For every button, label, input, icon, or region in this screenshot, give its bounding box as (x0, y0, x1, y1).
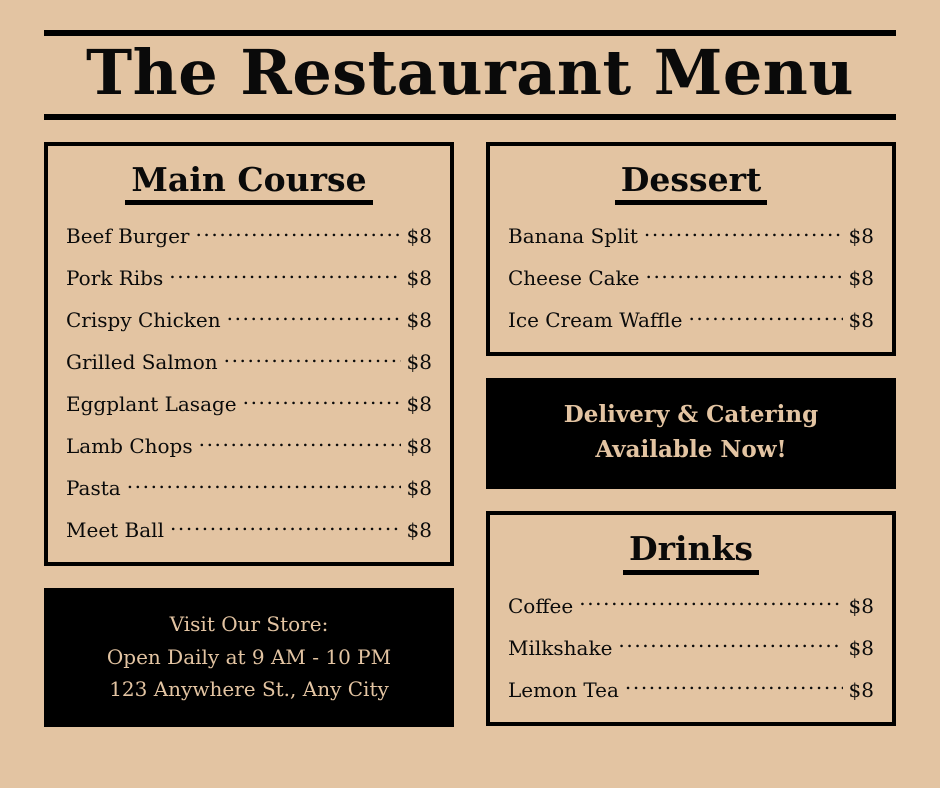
item-name: Milkshake (508, 635, 613, 660)
dessert-title-wrap (508, 162, 874, 205)
leader-dots (579, 593, 842, 613)
leader-dots (625, 677, 843, 697)
leader-dots (195, 223, 400, 243)
item-name: Ice Cream Waffle (508, 308, 683, 333)
leader-dots (224, 349, 401, 369)
item-price: $8 (406, 476, 432, 501)
left-column (44, 142, 454, 727)
menu-item (508, 635, 874, 660)
menu-item (66, 517, 432, 542)
section-main-course (44, 142, 454, 566)
item-price: $8 (406, 434, 432, 459)
item-price: $8 (848, 224, 874, 249)
item-name: Cheese Cake (508, 266, 640, 291)
item-price: $8 (406, 308, 432, 333)
main-course-title-wrap (66, 162, 432, 205)
item-name: Eggplant Lasage (66, 392, 237, 417)
store-info-callout (44, 588, 454, 727)
menu-item (66, 223, 432, 248)
menu-item (66, 265, 432, 290)
page-title: The Restaurant Menu (86, 36, 854, 109)
item-name: Beef Burger (66, 224, 190, 249)
promo-callout (486, 378, 896, 489)
item-name: Banana Split (508, 224, 638, 249)
item-price: $8 (848, 635, 874, 660)
leader-dots (127, 475, 401, 495)
item-name: Crispy Chicken (66, 308, 221, 333)
menu-item (66, 391, 432, 416)
right-column (486, 142, 896, 726)
leader-dots (644, 223, 843, 243)
leader-dots (227, 307, 401, 327)
store-line-3: 123 Anywhere St., Any City (109, 677, 389, 702)
store-line-2: Open Daily at 9 AM - 10 PM (106, 644, 392, 669)
item-name: Coffee (508, 593, 574, 618)
item-price: $8 (406, 392, 432, 417)
item-name: Pork Ribs (66, 266, 164, 291)
menu-item (508, 677, 874, 702)
menu-columns (44, 142, 896, 727)
item-name: Grilled Salmon (66, 350, 218, 375)
menu-item (508, 223, 874, 248)
item-price: $8 (406, 350, 432, 375)
leader-dots (170, 517, 401, 537)
promo-line-2: Available Now! (595, 435, 787, 463)
menu-item (66, 307, 432, 332)
section-dessert (486, 142, 896, 356)
item-price: $8 (848, 677, 874, 702)
item-price: $8 (848, 308, 874, 333)
item-price: $8 (406, 266, 432, 291)
item-price: $8 (848, 266, 874, 291)
menu-item (508, 593, 874, 618)
item-price: $8 (406, 518, 432, 543)
menu-item (66, 433, 432, 458)
leader-dots (169, 265, 400, 285)
store-line-1: Visit Our Store: (169, 612, 329, 637)
dessert-title: Dessert (615, 162, 767, 205)
section-drinks (486, 511, 896, 725)
leader-dots (688, 307, 842, 327)
menu-item (66, 475, 432, 500)
leader-dots (243, 391, 401, 411)
menu-item (508, 265, 874, 290)
item-price: $8 (406, 224, 432, 249)
item-name: Meet Ball (66, 518, 164, 543)
menu-header (44, 30, 896, 120)
menu-item (508, 307, 874, 332)
item-price: $8 (848, 593, 874, 618)
leader-dots (618, 635, 842, 655)
item-name: Lamb Chops (66, 434, 193, 459)
leader-dots (199, 433, 401, 453)
promo-line-1: Delivery & Catering (563, 401, 819, 429)
main-course-title: Main Course (125, 162, 372, 205)
drinks-title: Drinks (623, 531, 759, 574)
item-name: Lemon Tea (508, 677, 619, 702)
leader-dots (646, 265, 843, 285)
menu-item (66, 349, 432, 374)
drinks-title-wrap (508, 531, 874, 574)
item-name: Pasta (66, 476, 121, 501)
